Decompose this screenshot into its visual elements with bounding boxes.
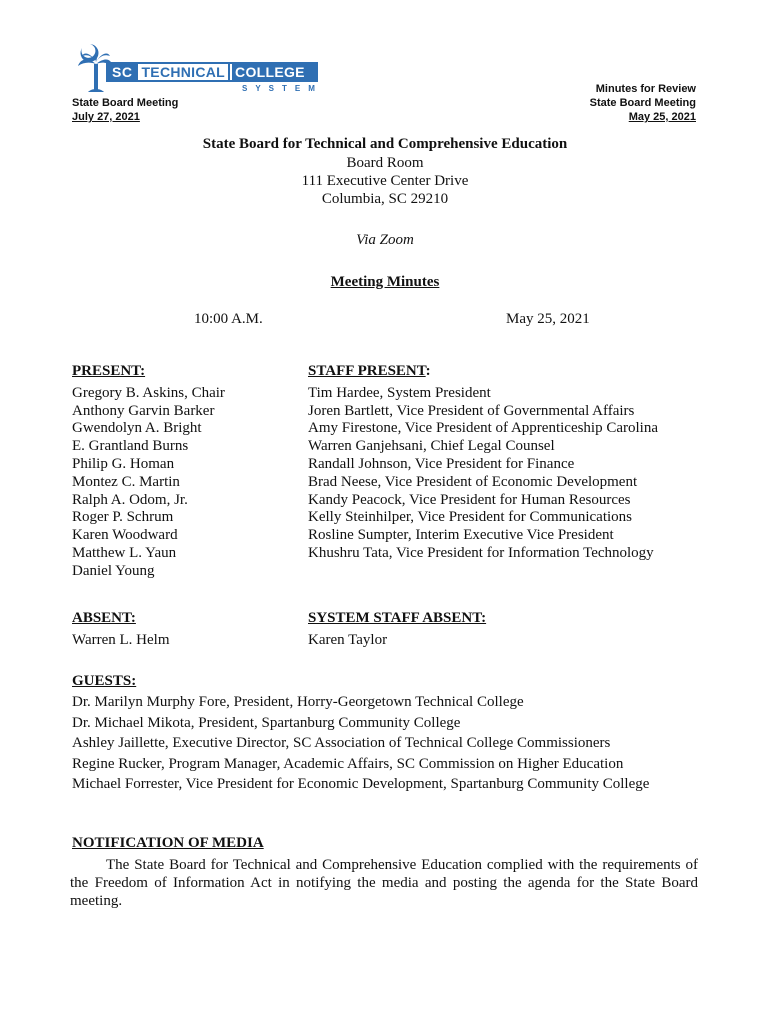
- sc-technical-college-logo: [72, 42, 322, 94]
- present-list: [72, 385, 225, 581]
- logo-sc-text: SC: [112, 64, 133, 80]
- logo-technical-text: TECHNICAL: [138, 64, 228, 80]
- header-left-line1: State Board Meeting: [72, 97, 179, 109]
- list-item: Gwendolyn A. Bright: [72, 420, 202, 437]
- staff-present-section: [308, 363, 658, 563]
- staff-present-list: [308, 385, 658, 563]
- logo-college-text: COLLEGE: [230, 64, 308, 80]
- address-line1: Board Room: [346, 155, 424, 171]
- list-item: Michael Forrester, Vice President for Economic Development, Spartanburg Community College: [72, 776, 650, 793]
- guests-list: [72, 692, 649, 795]
- list-item: Ashley Jaillette, Executive Director, SC Association of Technical College Commissioners: [72, 735, 611, 752]
- list-item: Philip G. Homan: [72, 455, 175, 472]
- list-item: Rosline Sumpter, Interim Executive Vice President: [308, 527, 614, 544]
- list-item: Gregory B. Askins, Chair: [72, 384, 225, 401]
- system-staff-absent-list: [308, 632, 486, 650]
- list-item: Warren L. Helm: [72, 631, 170, 648]
- list-item: Montez C. Martin: [72, 473, 180, 490]
- header-right-line1: Minutes for Review: [595, 83, 696, 95]
- via-zoom: Via Zoom: [356, 232, 414, 248]
- notification-of-media-heading: NOTIFICATION OF MEDIA: [72, 835, 264, 851]
- guests-section: [72, 673, 649, 795]
- notification-of-media-section: [72, 835, 698, 910]
- logo-system-text: SYSTEM: [242, 84, 323, 93]
- system-staff-absent-heading: SYSTEM STAFF ABSENT:: [308, 610, 487, 626]
- meeting-time: 10:00 A.M.: [194, 311, 263, 327]
- list-item: Regine Rucker, Program Manager, Academic Affairs, SC Commission on Higher Education: [72, 755, 624, 772]
- list-item: Daniel Young: [72, 562, 155, 579]
- system-staff-absent-section: [308, 610, 486, 650]
- notification-of-media-paragraph: The State Board for Technical and Comprehensive Education complied with the requirements of the Freedom of Information Act in notifying the media and posting the agenda for the State Board meeting.: [70, 857, 698, 909]
- header-left: [72, 96, 178, 124]
- header-right-line3: May 25, 2021: [628, 111, 696, 123]
- present-heading: PRESENT:: [72, 363, 146, 379]
- meeting-minutes-heading: Meeting Minutes: [330, 274, 440, 290]
- address-line2: 111 Executive Center Drive: [301, 173, 469, 189]
- guests-heading: GUESTS:: [72, 673, 137, 689]
- absent-list: [72, 632, 170, 650]
- staff-present-colon: :: [425, 363, 431, 379]
- list-item: Brad Neese, Vice President of Economic Development: [308, 473, 638, 490]
- meeting-date: May 25, 2021: [506, 311, 590, 327]
- list-item: Kandy Peacock, Vice President for Human Resources: [308, 491, 631, 508]
- list-item: Roger P. Schrum: [72, 509, 174, 526]
- list-item: E. Grantland Burns: [72, 438, 189, 455]
- list-item: Karen Woodward: [72, 527, 178, 544]
- list-item: Dr. Marilyn Murphy Fore, President, Horry-Georgetown Technical College: [72, 694, 524, 710]
- list-item: Tim Hardee, System President: [308, 384, 491, 401]
- list-item: Ralph A. Odom, Jr.: [72, 491, 188, 508]
- list-item: Kelly Steinhilper, Vice President for Communications: [308, 509, 633, 526]
- header-right-line2: State Board Meeting: [589, 97, 696, 109]
- document-title: State Board for Technical and Comprehensive Education: [202, 136, 568, 152]
- present-section: [72, 363, 225, 581]
- header-right: [590, 82, 696, 124]
- list-item: Dr. Michael Mikota, President, Spartanburg Community College: [72, 714, 461, 731]
- absent-section: [72, 610, 170, 650]
- meeting-address: [0, 154, 770, 208]
- header-left-line2: July 27, 2021: [72, 111, 140, 123]
- list-item: Amy Firestone, Vice President of Apprenticeship Carolina: [308, 420, 659, 437]
- logo-banner: [106, 62, 318, 82]
- address-line3: Columbia, SC 29210: [321, 191, 449, 207]
- staff-present-heading: [308, 363, 658, 381]
- list-item: Joren Bartlett, Vice President of Governmental Affairs: [308, 402, 635, 419]
- staff-present-label: STAFF PRESENT: [308, 363, 426, 379]
- list-item: Randall Johnson, Vice President for Finance: [308, 455, 575, 472]
- list-item: Karen Taylor: [308, 631, 388, 648]
- list-item: Khushru Tata, Vice President for Information Technology: [308, 544, 654, 561]
- list-item: Matthew L. Yaun: [72, 544, 177, 561]
- list-item: Anthony Garvin Barker: [72, 402, 215, 419]
- absent-heading: ABSENT:: [72, 610, 136, 626]
- list-item: Warren Ganjehsani, Chief Legal Counsel: [308, 438, 555, 455]
